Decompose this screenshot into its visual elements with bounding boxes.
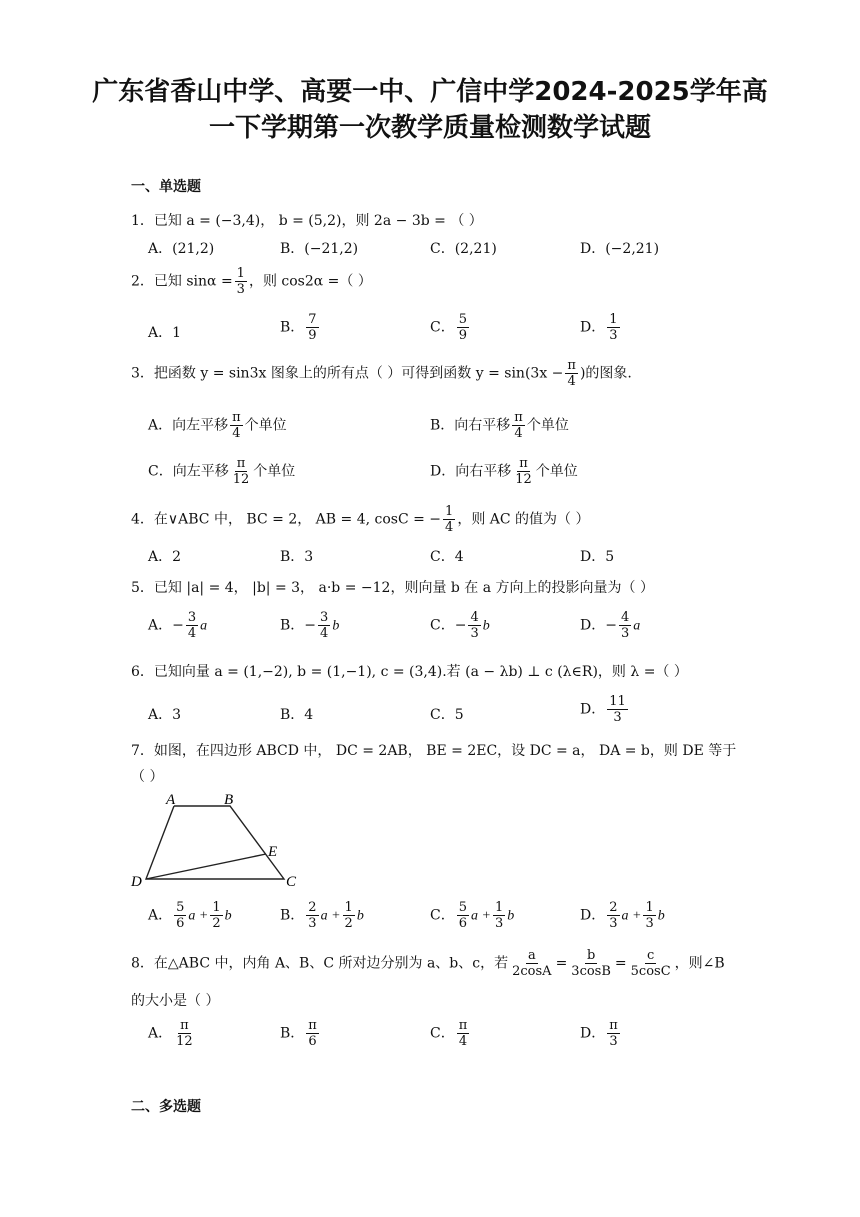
question-5: 5．已知 |a| = 4， |b| = 3， a·b = −12，则向量 b 在 a 方向上的投影向量为（ ） [131,580,655,596]
label-b: B [224,792,234,808]
q2-option-a: A．1 [148,325,182,341]
q6-option-d: D． $\frac{11}{3}$ [580,694,626,725]
section-multiple-choice: 二、多选题 [131,1099,201,1115]
label-d: D [131,874,142,890]
question-3: 3．把函数 y = sin3x 图象上的所有点（ ）可得到函数 y = sin(3x − $\frac{\pi}{4}$ )的图象. [131,358,632,389]
question-8: 8．在△ABC 中，内角 A、B、C 所对边分别为 a、b、c，若 $\frac{a}{2\cos A}$ = $\frac{b}{3\cos B}$ = $\frac{c}{5\cos C}$ ，则∠B [131,948,725,979]
question-1: 1．已知 a = (−3,4)， b = (5,2)，则 2a − 3b = （ ） [131,213,483,229]
q2-option-c: C． $\frac{5}{9}$ [430,312,467,343]
q5-option-b: B．− $\frac{3}{4}$ b [280,610,340,641]
question-4: 4．在∨ABC 中， BC = 2， AB = 4, cosC = − $\frac{1}{4}$ ，则 AC 的值为（ ） [131,504,590,535]
q2-fraction: $\frac{1}{3}$ [236,266,245,297]
q8-option-b: B． $\frac{\pi}{6}$ [280,1018,317,1049]
q3-fraction: $\frac{\pi}{4}$ [567,358,576,389]
q5-option-d: D．− $\frac{4}{3}$ a [580,610,641,641]
q5-option-c: C．− $\frac{4}{3}$ b [430,610,490,641]
q1-option-d: D．(−2,21) [580,241,660,257]
label-e: E [268,844,278,860]
q4-option-b: B．3 [280,549,314,565]
question-2: 2．已知 sinα = $\frac{1}{3}$ ，则 cos2α =（ ） [131,266,372,297]
q8-option-c: C． $\frac{\pi}{4}$ [430,1018,468,1049]
q6-option-c: C．5 [430,707,464,723]
label-c: C [286,874,297,890]
question-7-cont: （ ） [131,769,164,785]
question-7: 7．如图，在四边形 ABCD 中， DC = 2AB， BE = 2EC，设 DC = a， DA = b，则 DE 等于 [131,743,737,759]
q7-option-d: D． $\frac{2}{3}$ a + $\frac{1}{3}$ b [580,900,665,931]
q2-option-b: B． $\frac{7}{9}$ [280,312,317,343]
q7-option-b: B． $\frac{2}{3}$ a + $\frac{1}{2}$ b [280,900,364,931]
quadrilateral-figure [128,790,308,890]
page-title-line1: 广东省香山中学、高要一中、广信中学2024-2025学年高 [92,77,768,107]
q4-option-a: A．2 [148,549,182,565]
segment-de [146,854,266,879]
section-single-choice: 一、单选题 [131,179,201,195]
q1-option-a: A．(21,2) [148,241,215,257]
q2-option-d: D． $\frac{1}{3}$ [580,312,618,343]
q1-option-c: C．(2,21) [430,241,497,257]
q5-option-a: A．− $\frac{3}{4}$ a [148,610,208,641]
question-8-cont: 的大小是（ ） [131,993,220,1009]
q7-option-a: A． $\frac{5}{6}$ a + $\frac{1}{2}$ b [148,900,232,931]
q4-fraction: $\frac{1}{4}$ [445,504,454,535]
q6-option-b: B．4 [280,707,314,723]
q8-option-d: D． $\frac{\pi}{3}$ [580,1018,618,1049]
q4-option-d: D．5 [580,549,615,565]
page-title-line2: 一下学期第一次教学质量检测数学试题 [208,113,651,143]
question-6: 6．已知向量 a = (1,−2), b = (1,−1), c = (3,4).若 (a − λb) ⊥ c (λ∈R)，则 λ =（ ） [131,664,688,680]
figure-outline [146,806,284,879]
q3-option-d: D．向右平移 $\frac{\pi}{12}$ 个单位 [430,456,578,487]
label-a: A [166,792,176,808]
q4-option-c: C．4 [430,549,464,565]
q7-option-c: C． $\frac{5}{6}$ a + $\frac{1}{3}$ b [430,900,515,931]
q3-option-c: C．向左平移 $\frac{\pi}{12}$ 个单位 [148,456,296,487]
q6-option-a: A．3 [148,707,182,723]
q3-option-a: A．向左平移 $\frac{\pi}{4}$ 个单位 [148,410,287,441]
q1-option-b: B．(−21,2) [280,241,359,257]
q3-option-b: B．向右平移 $\frac{\pi}{4}$ 个单位 [430,410,569,441]
q8-option-a: A． $\frac{\pi}{12}$ [148,1018,193,1049]
